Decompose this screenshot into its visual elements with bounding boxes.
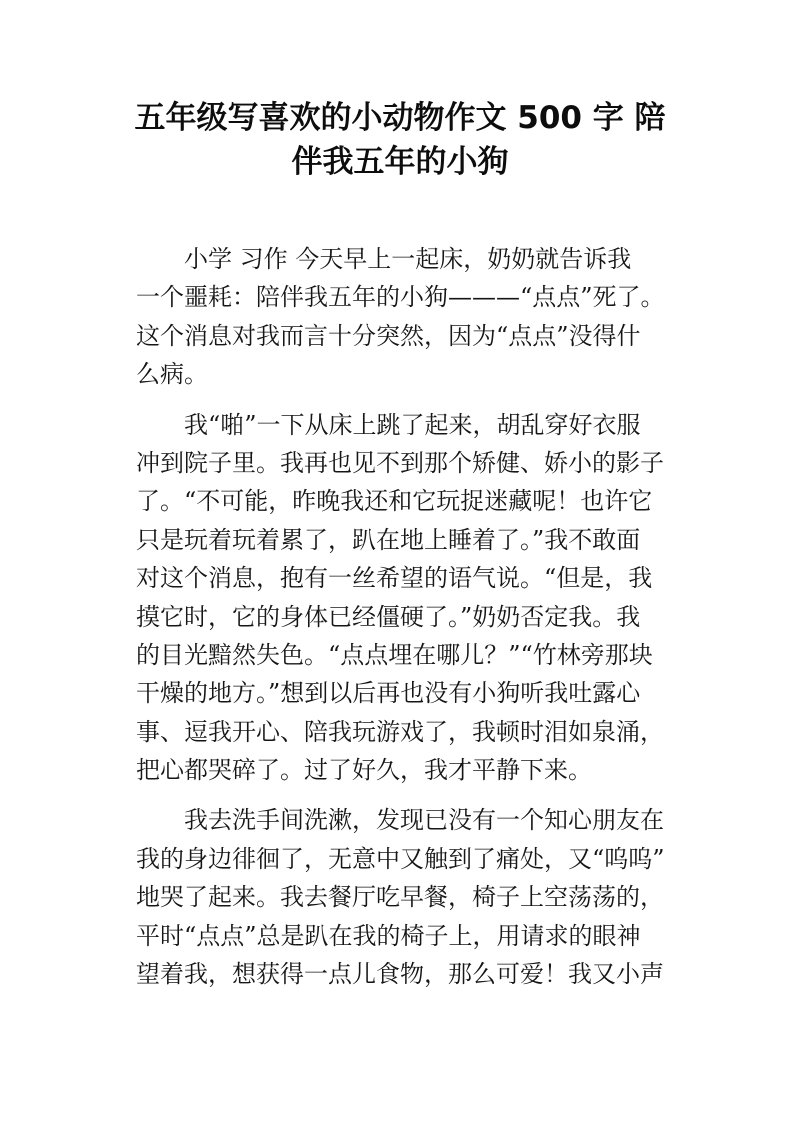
text-line: 我去洗手间洗漱，发现已没有一个知心朋友在 [184, 806, 664, 835]
text-line: 的目光黯然失色。“点点埋在哪儿？”“竹林旁那块 [136, 640, 653, 669]
document-title [120, 96, 680, 184]
title-line-2: 伴我五年的小狗 [291, 144, 509, 180]
paragraph-3 [136, 801, 676, 993]
text-line: 这个消息对我而言十分突然，因为“点点”没得什 [136, 321, 641, 350]
title-line-1: 五年级写喜欢的小动物作文 500 字 陪 [134, 100, 666, 136]
paragraph-1 [136, 240, 676, 394]
text-line: 了。“不可能，昨晚我还和它玩捉迷藏呢！也许它 [136, 487, 653, 516]
text-line: 摸它时，它的身体已经僵硬了。”奶奶否定我。我 [136, 602, 641, 631]
text-line: 我“啪”一下从床上跳了起来，胡乱穿好衣服 [184, 410, 641, 439]
text-line: 平时“点点”总是趴在我的椅子上，用请求的眼神 [136, 921, 641, 950]
text-line: 只是玩着玩着累了，趴在地上睡着了。”我不敢面 [136, 525, 641, 554]
text-line: 我的身边徘徊了，无意中又触到了痛处，又“呜呜” [136, 844, 665, 873]
paragraph-2 [136, 406, 676, 790]
text-line: 冲到院子里。我再也见不到那个矫健、娇小的影子 [136, 448, 664, 477]
text-line: 干燥的地方。”想到以后再也没有小狗听我吐露心 [136, 679, 641, 708]
paragraph-gap [136, 394, 676, 406]
text-line: 地哭了起来。我去餐厅吃早餐，椅子上空荡荡的， [136, 883, 664, 912]
text-line: 把心都哭碎了。过了好久，我才平静下来。 [136, 756, 592, 785]
text-line: 么病。 [136, 360, 208, 389]
text-line: 对这个消息，抱有一丝希望的语气说。“但是，我 [136, 564, 653, 593]
document-body [136, 240, 676, 993]
paragraph-gap [136, 789, 676, 801]
text-line: 小学 习作 今天早上一起床，奶奶就告诉我 [184, 245, 632, 273]
text-line: 望着我，想获得一点儿食物，那么可爱！我又小声 [136, 960, 664, 989]
text-line: 事、逗我开心、陪我玩游戏了，我顿时泪如泉涌， [136, 717, 664, 746]
text-line: 一个噩耗：陪伴我五年的小狗———“点点”死了。 [136, 283, 665, 312]
